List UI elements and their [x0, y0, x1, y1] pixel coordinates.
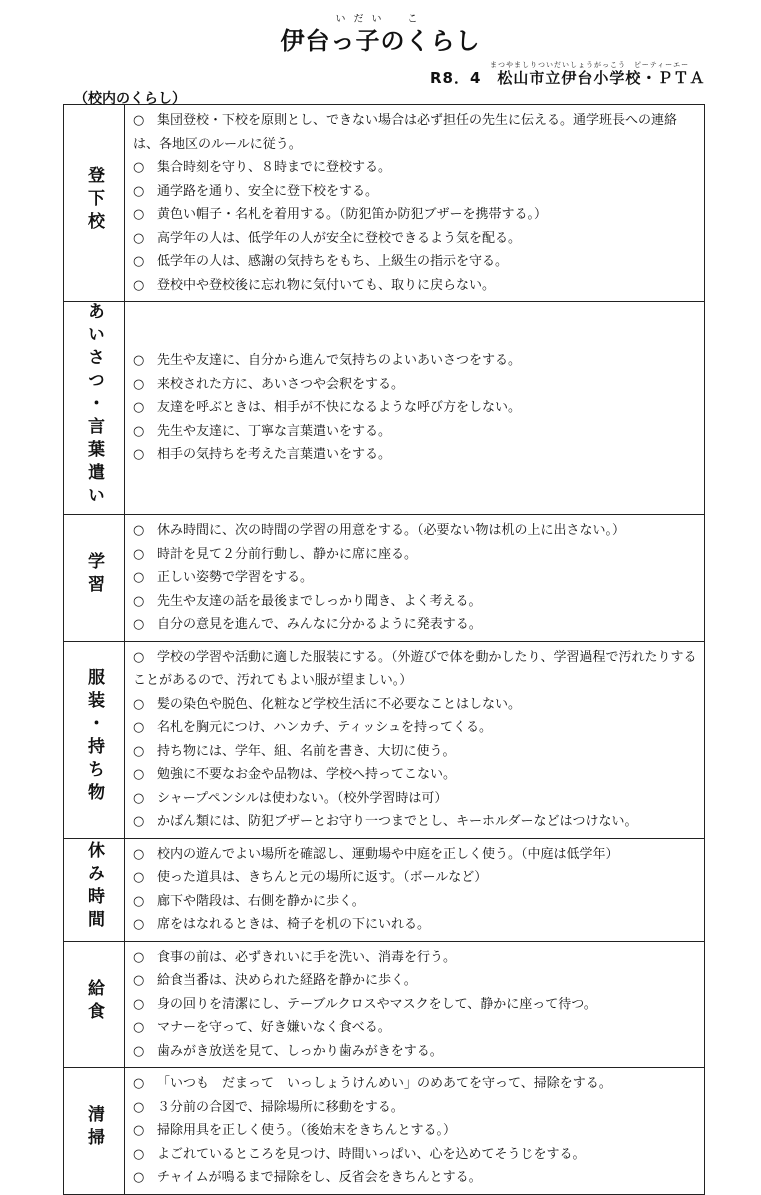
- rule-text: 先生や友達に、丁寧な言葉遣いをする。: [157, 423, 392, 439]
- rules-table-body: [64, 105, 705, 1195]
- page-subtitle: R8．4 松山市立伊台小学校・ＰＴＡ: [430, 69, 706, 87]
- section-row: [64, 1068, 705, 1195]
- rule-text: 食事の前は、必ずきれいに手を洗い、消毒を行う。: [157, 949, 457, 965]
- rule-text: かばん類には、防犯ブザーとお守り一つまでとし、キーホルダーなどはつけない。: [157, 814, 638, 829]
- rule-text: 自分の意見を進んで、みんなに分かるように発表する。: [157, 617, 482, 632]
- category-cell: [64, 941, 125, 1068]
- rule-item: [133, 613, 700, 637]
- rule-item: [133, 543, 700, 567]
- circle-bullet-icon: ○: [133, 1099, 145, 1115]
- items-cell: [125, 641, 705, 838]
- title-ruby: いだい こ: [335, 14, 426, 25]
- circle-bullet-icon: ○: [133, 546, 145, 562]
- rule-item: [133, 349, 700, 373]
- rule-text: シャープペンシルは使わない。（校外学習時は可）: [157, 790, 448, 806]
- rule-text: 低学年の人は、感謝の気持ちをもち、上級生の指示を守る。: [157, 254, 509, 269]
- circle-bullet-icon: ○: [133, 400, 145, 416]
- category-label: 学習: [84, 552, 104, 599]
- category-cell: [64, 105, 125, 302]
- rule-item: [133, 787, 700, 811]
- rule-text: マナーを守って、好き嫌いなく食べる。: [157, 1020, 391, 1035]
- category-cell: [64, 302, 125, 515]
- items-cell: [125, 1068, 705, 1195]
- rule-item: [133, 693, 700, 717]
- rule-item: [133, 890, 700, 914]
- rule-item: [133, 396, 700, 420]
- rule-item: [133, 810, 700, 834]
- circle-bullet-icon: ○: [133, 949, 145, 965]
- circle-bullet-icon: ○: [133, 277, 145, 293]
- circle-bullet-icon: ○: [133, 376, 145, 392]
- rule-text: 席をはなれるときは、椅子を机の下にいれる。: [157, 917, 431, 932]
- rule-item: [133, 250, 700, 274]
- circle-bullet-icon: ○: [133, 696, 145, 712]
- circle-bullet-icon: ○: [133, 649, 145, 665]
- rule-text: よごれているところを見つけ、時間いっぱい、心を込めてそうじをする。: [157, 1146, 586, 1162]
- section-label: （校内のくらし）: [74, 91, 186, 107]
- rule-item: [133, 1096, 700, 1120]
- rule-item: [133, 1072, 700, 1096]
- rule-item: [133, 969, 700, 993]
- circle-bullet-icon: ○: [133, 1146, 145, 1162]
- rule-item: [133, 420, 700, 444]
- rule-text: 集合時刻を守り、８時までに登校する。: [157, 160, 392, 175]
- category-label: 休み時間: [84, 841, 104, 933]
- rule-item: [133, 1119, 700, 1143]
- category-label: 清掃: [84, 1105, 104, 1152]
- rule-item: [133, 716, 700, 740]
- rule-item: [133, 646, 700, 693]
- rule-item: [133, 843, 700, 867]
- circle-bullet-icon: ○: [133, 720, 145, 735]
- circle-bullet-icon: ○: [133, 593, 145, 609]
- circle-bullet-icon: ○: [133, 767, 145, 782]
- items-cell: [125, 302, 705, 515]
- circle-bullet-icon: ○: [133, 1123, 145, 1138]
- rule-text: 持ち物には、学年、組、名前を書き、大切に使う。: [157, 743, 456, 759]
- circle-bullet-icon: ○: [133, 523, 145, 538]
- rule-text: 休み時間に、次の時間の学習の用意をする。（必要ない物は机の上に出さない。）: [157, 523, 626, 538]
- circle-bullet-icon: ○: [133, 1020, 145, 1035]
- section-row: [64, 105, 705, 302]
- rule-item: [133, 1166, 700, 1190]
- rule-item: [133, 274, 700, 298]
- rule-text: 使った道具は、きちんと元の場所に返す。（ボールなど）: [157, 870, 488, 885]
- rule-item: [133, 227, 700, 251]
- circle-bullet-icon: ○: [133, 846, 145, 862]
- circle-bullet-icon: ○: [133, 917, 145, 932]
- rule-item: [133, 1143, 700, 1167]
- rule-item: [133, 156, 700, 180]
- rule-text: 先生や友達に、自分から進んで気持ちのよいあいさつをする。: [157, 353, 522, 369]
- rule-text: 廊下や階段は、右側を静かに歩く。: [157, 893, 365, 909]
- circle-bullet-icon: ○: [133, 113, 145, 128]
- items-cell: [125, 515, 705, 642]
- circle-bullet-icon: ○: [133, 617, 145, 632]
- circle-bullet-icon: ○: [133, 1076, 145, 1091]
- rule-item: [133, 203, 700, 227]
- circle-bullet-icon: ○: [133, 353, 145, 369]
- rule-text: 登校中や登校後に忘れ物に気付いても、取りに戻らない。: [157, 277, 496, 293]
- rule-item: [133, 1016, 700, 1040]
- items-cell: [125, 838, 705, 941]
- rule-text: 「いつも だまって いっしょうけんめい」のめあてを守って、掃除をする。: [157, 1076, 612, 1091]
- rule-text: 通学路を通り、安全に登下校をする。: [157, 183, 379, 199]
- rule-text: 歯みがき放送を見て、しっかり歯みがきをする。: [157, 1043, 443, 1059]
- rule-item: [133, 946, 700, 970]
- circle-bullet-icon: ○: [133, 160, 145, 175]
- rule-text: 集団登校・下校を原則とし、できない場合は必ず担任の先生に伝える。通学班長への連絡は、各地区のルールに従う。: [133, 113, 678, 152]
- category-label: あいさつ・言葉遣い: [84, 302, 104, 509]
- rule-text: 勉強に不要なお金や品物は、学校へ持ってこない。: [157, 767, 457, 782]
- rule-item: [133, 373, 700, 397]
- rule-text: 髪の染色や脱色、化粧など学校生活に不必要なことはしない。: [157, 696, 522, 712]
- rule-text: ３分前の合図で、掃除場所に移動をする。: [157, 1099, 404, 1115]
- rule-item: [133, 109, 700, 156]
- rule-item: [133, 763, 700, 787]
- circle-bullet-icon: ○: [133, 743, 145, 759]
- category-label: 登下校: [84, 166, 104, 235]
- circle-bullet-icon: ○: [133, 790, 145, 806]
- circle-bullet-icon: ○: [133, 230, 145, 246]
- circle-bullet-icon: ○: [133, 1170, 145, 1185]
- page-title: 伊台っ子のくらし: [280, 27, 481, 55]
- circle-bullet-icon: ○: [133, 254, 145, 269]
- rule-item: [133, 993, 700, 1017]
- circle-bullet-icon: ○: [133, 207, 145, 222]
- rule-item: [133, 590, 700, 614]
- rule-text: 給食当番は、決められた経路を静かに歩く。: [157, 973, 417, 988]
- rule-item: [133, 566, 700, 590]
- circle-bullet-icon: ○: [133, 183, 145, 199]
- circle-bullet-icon: ○: [133, 447, 145, 463]
- rule-text: 高学年の人は、低学年の人が安全に登校できるよう気を配る。: [157, 230, 522, 246]
- circle-bullet-icon: ○: [133, 423, 145, 439]
- rule-item: [133, 180, 700, 204]
- category-cell: [64, 1068, 125, 1195]
- circle-bullet-icon: ○: [133, 893, 145, 909]
- rule-text: 黄色い帽子・名札を着用する。（防犯笛か防犯ブザーを携帯する。）: [157, 207, 548, 222]
- rule-text: 友達を呼ぶときは、相手が不快になるような呼び方をしない。: [157, 400, 522, 416]
- circle-bullet-icon: ○: [133, 973, 145, 988]
- rule-text: 学校の学習や活動に適した服装にする。（外遊びで体を動かしたり、学習過程で汚れたりすることがあるので、汚れてもよい服が望ましい。）: [133, 649, 697, 688]
- category-cell: [64, 641, 125, 838]
- rule-item: [133, 443, 700, 467]
- items-cell: [125, 941, 705, 1068]
- rule-text: 掃除用具を正しく使う。（後始末をきちんとする。）: [157, 1123, 457, 1138]
- rule-text: 名札を胸元につけ、ハンカチ、ティッシュを持ってくる。: [157, 720, 493, 735]
- subtitle-ruby: まつやましりついだいしょうがっこう ピーティーエー: [490, 61, 690, 69]
- rule-item: [133, 519, 700, 543]
- category-cell: [64, 515, 125, 642]
- rule-text: 来校された方に、あいさつや会釈をする。: [157, 376, 405, 392]
- rule-text: 時計を見て２分前行動し、静かに席に座る。: [157, 546, 418, 562]
- category-cell: [64, 838, 125, 941]
- section-row: [64, 941, 705, 1068]
- rule-item: [133, 866, 700, 890]
- rules-table: [63, 104, 705, 1195]
- circle-bullet-icon: ○: [133, 870, 145, 885]
- category-label: 服装・持ち物: [84, 668, 104, 806]
- category-label: 給食: [84, 978, 104, 1025]
- circle-bullet-icon: ○: [133, 570, 145, 585]
- section-row: [64, 515, 705, 642]
- items-cell: [125, 105, 705, 302]
- circle-bullet-icon: ○: [133, 996, 145, 1012]
- rule-text: 先生や友達の話を最後までしっかり聞き、よく考える。: [157, 593, 482, 609]
- section-row: [64, 302, 705, 515]
- rule-item: [133, 1040, 700, 1064]
- circle-bullet-icon: ○: [133, 1043, 145, 1059]
- circle-bullet-icon: ○: [133, 814, 145, 829]
- section-row: [64, 641, 705, 838]
- rule-text: 正しい姿勢で学習をする。: [157, 570, 314, 585]
- rule-text: チャイムが鳴るまで掃除をし、反省会をきちんとする。: [157, 1170, 482, 1185]
- rule-item: [133, 913, 700, 937]
- title-block: [0, 14, 761, 56]
- rule-text: 校内の遊んでよい場所を確認し、運動場や中庭を正しく使う。（中庭は低学年）: [157, 846, 619, 862]
- rule-text: 身の回りを清潔にし、テーブルクロスやマスクをして、静かに座って待つ。: [157, 996, 597, 1012]
- rule-text: 相手の気持ちを考えた言葉遣いをする。: [157, 447, 392, 463]
- section-row: [64, 838, 705, 941]
- rule-item: [133, 740, 700, 764]
